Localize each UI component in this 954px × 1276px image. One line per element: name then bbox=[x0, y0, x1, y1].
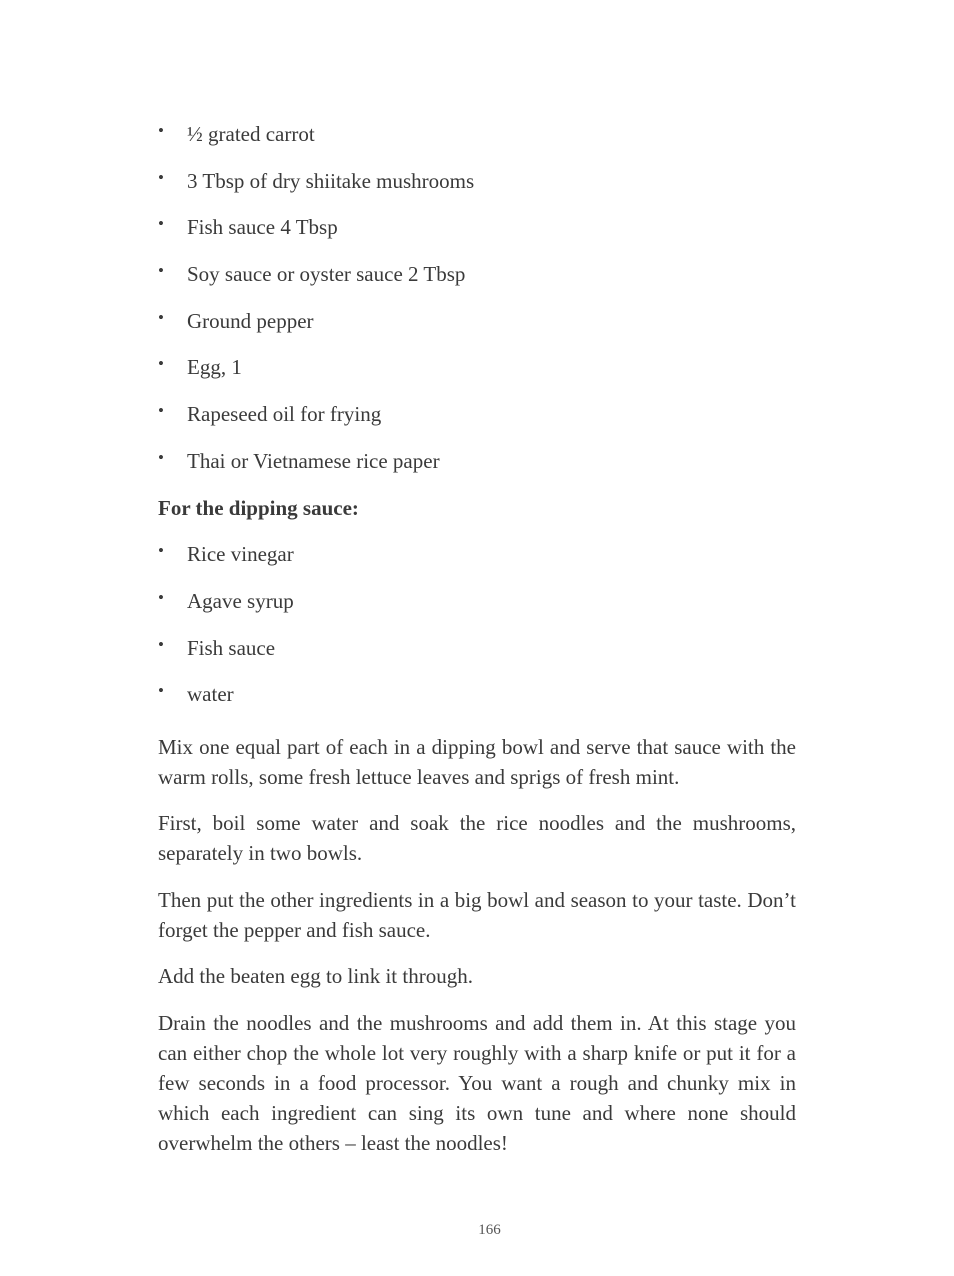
bullet-icon: • bbox=[158, 681, 164, 701]
list-item: • ½ grated carrot bbox=[158, 118, 796, 165]
list-item: • Soy sauce or oyster sauce 2 Tbsp bbox=[158, 258, 796, 305]
bullet-icon: • bbox=[158, 167, 164, 187]
list-item: • Rice vinegar bbox=[158, 538, 796, 585]
paragraph-egg: Add the beaten egg to link it through. bbox=[158, 964, 473, 989]
list-item: • water bbox=[158, 678, 796, 725]
bullet-icon: • bbox=[158, 401, 164, 421]
bullet-icon: • bbox=[158, 121, 164, 140]
paragraph-soak: First, boil some water and soak the rice noodles and the mushrooms, separately in two bowls. bbox=[158, 811, 796, 866]
bullet-icon: • bbox=[158, 447, 164, 467]
main-ingredient-list bbox=[158, 118, 796, 492]
list-item: • Agave syrup bbox=[158, 585, 796, 632]
list-item: • Thai or Vietnamese rice paper bbox=[158, 445, 796, 492]
bullet-icon: • bbox=[158, 307, 164, 327]
bullet-icon: • bbox=[158, 634, 164, 654]
dipping-ingredient-list bbox=[158, 538, 796, 725]
paragraph-season: Then put the other ingredients in a big bowl and season to your taste. Don’t forget the pepper and fish sauce. bbox=[158, 887, 796, 942]
list-item: • Rapeseed oil for frying bbox=[158, 398, 796, 445]
dipping-sauce-heading: For the dipping sauce: bbox=[158, 495, 359, 520]
bullet-icon: • bbox=[158, 541, 164, 561]
list-item: • 3 Tbsp of dry shiitake mushrooms bbox=[158, 165, 796, 212]
list-item: • Fish sauce bbox=[158, 632, 796, 679]
paragraph-chop: Drain the noodles and the mushrooms and add them in. At this stage you can either chop the whole lot very roughly with a sharp knife or put it for a few seconds in a food processor. You want a rough and chunky mix in which each ingredient can sing its own tune and where none should overwhelm the others – least the noodles! bbox=[158, 1010, 796, 1155]
bullet-icon: • bbox=[158, 354, 164, 374]
bullet-icon: • bbox=[158, 214, 164, 234]
bullet-icon: • bbox=[158, 587, 164, 607]
page-body bbox=[158, 118, 796, 1174]
page-number: 166 bbox=[478, 1222, 501, 1238]
list-item: • Egg, 1 bbox=[158, 351, 796, 398]
list-item: • Ground pepper bbox=[158, 305, 796, 352]
paragraph-serving: Mix one equal part of each in a dipping bowl and serve that sauce with the warm rolls, some fresh lettuce leaves and sprigs of fresh mint. bbox=[158, 734, 796, 789]
bullet-icon: • bbox=[158, 261, 164, 281]
list-item: • Fish sauce 4 Tbsp bbox=[158, 211, 796, 258]
